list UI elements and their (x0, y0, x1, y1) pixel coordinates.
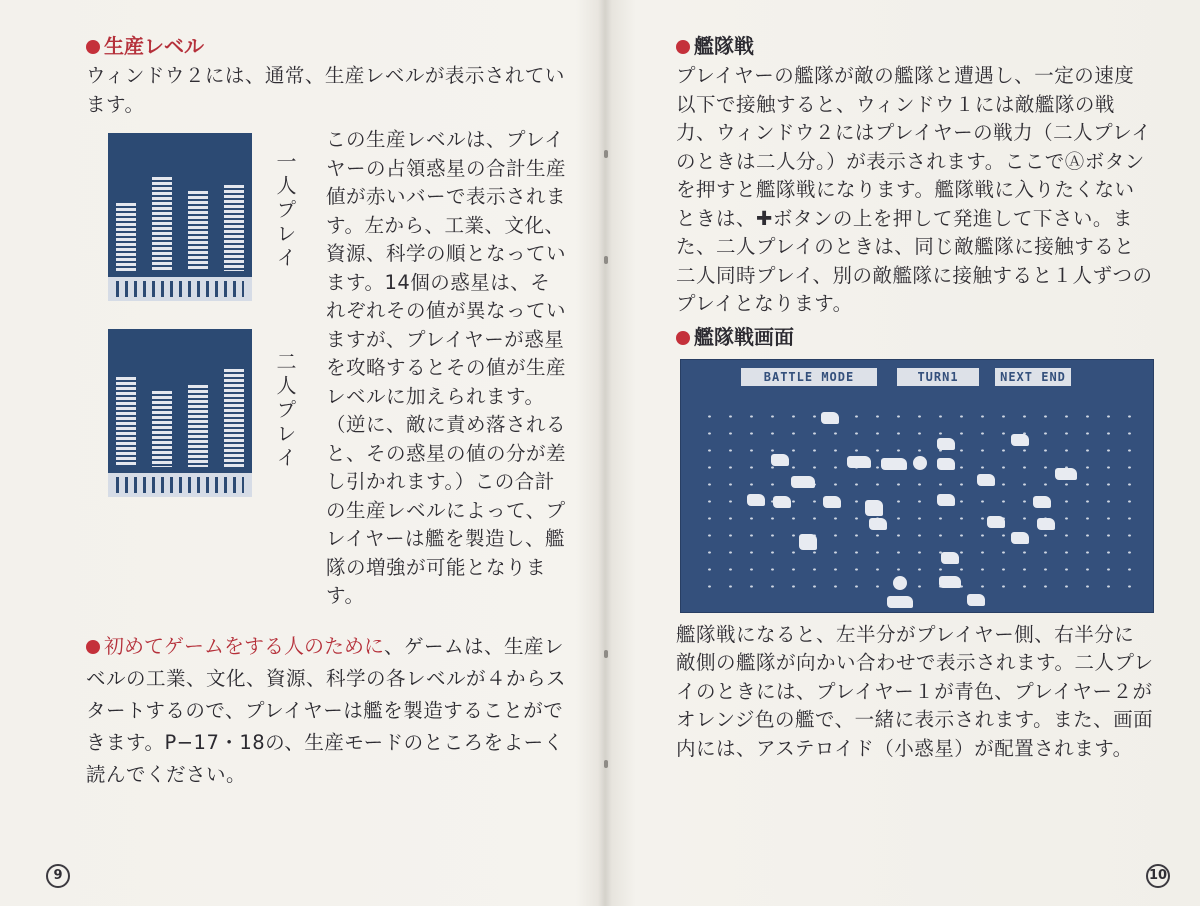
label-single-player: 一人プレイ (273, 151, 297, 271)
section-heading-fleet-battle: 艦隊戦 (676, 30, 1154, 62)
production-body: この生産レベルは、プレイヤーの占領惑星の合計生産値が赤いバーで表示されます。左から、工業、文化、資源、科学の順となっています。14個の惑星は、それぞれその値が異なっていますが、プレイヤーが惑星を攻略するとその値が生産レベルに加えられます。（逆に、敵に責め落されると、その惑星の値の分が差し引かれます。）この合計の生産レベルによって、プレイヤーは艦を製造し、艦隊の増強が可能となります。 (326, 128, 567, 607)
battle-screen-image (680, 359, 1154, 613)
right-page (676, 30, 1154, 763)
fleet-battle-body: プレイヤーの艦隊が敵の艦隊と遭遇し、一定の速度以下で接触すると、ウィンドウ１には敵艦隊の戦力、ウィンドウ２にはプレイヤーの戦力（二人プレイのときは二人分。）が表示されます。ここでⒶボタンを押すと艦隊戦になります。艦隊戦に入りたくないときは、✚ボタンの上を押して発進して下さい。また、二人プレイのときは、同じ敵艦隊に接触すると二人同時プレイ、別の敵艦隊に接触すると１人ずつのプレイとなります。 (676, 64, 1153, 315)
battle-screen-body: 艦隊戦になると、左半分がプレイヤー側、右半分に敵側の艦隊が向かい合わせで表示されます。二人プレイのときには、プレイヤー１が青色、プレイヤー２がオレンジ色の艦で、一緒に表示されます。また、画面内には、アステロイド（小惑星）が配置されます。 (676, 622, 1154, 760)
bullet-dot-icon (86, 640, 100, 654)
hud-next-end: NEXT END (995, 368, 1071, 386)
section-heading-battle-screen: 艦隊戦画面 (676, 321, 1154, 353)
section-heading-beginners: 初めてゲームをする人のために、ゲームは、生産レベルの工業、文化、資源、科学の各レベルが４からスタートするので、プレイヤーは艦を製造することができます。P−17・18の、生産モードのところをよーく読んでください。 (86, 634, 567, 786)
left-page (86, 30, 567, 786)
book-spine (598, 0, 612, 906)
bullet-dot-icon (676, 331, 690, 345)
staple (604, 650, 608, 658)
label-two-player: 二人プレイ (273, 351, 297, 471)
bullet-dot-icon (676, 40, 690, 54)
section-heading-production: 生産レベル (86, 30, 566, 62)
bullet-dot-icon (86, 40, 100, 54)
page-number-left: 9 (46, 864, 70, 888)
production-intro: ウィンドウ２には、通常、生産レベルが表示されています。 (86, 64, 565, 116)
single-player-production-screen (108, 133, 252, 301)
page-number-right: 10 (1146, 864, 1170, 888)
staple (604, 256, 608, 264)
staple (604, 760, 608, 768)
hud-battle-mode: BATTLE MODE (741, 368, 877, 386)
hud-turn: TURN1 (897, 368, 979, 386)
two-player-production-screen (108, 329, 252, 497)
staple (604, 150, 608, 158)
